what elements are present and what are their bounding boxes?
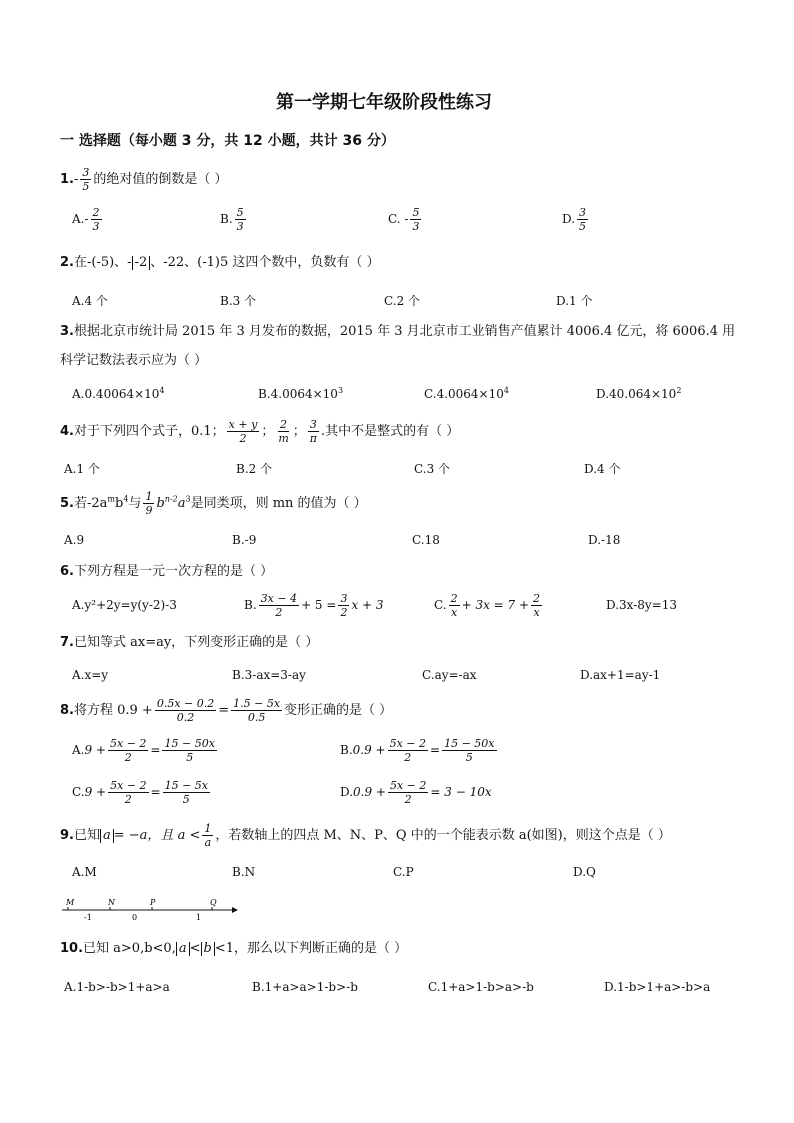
option-d: D.1 个 — [556, 294, 593, 308]
option-b: $B.4.0064\times 10^3$ — [258, 386, 344, 401]
question-text: 、-22、(-1)5 这四个数中，负数有（ ） — [150, 255, 380, 270]
arrow-icon — [232, 907, 238, 913]
absolute-value: a — [100, 829, 114, 843]
option-a: A.1-b>-b>1+a>a — [64, 980, 170, 994]
fraction: $\frac{2}{m}$ — [278, 418, 289, 445]
option-b: B.0.9 + $\frac{5x - 2}{2}$ = $\frac{15 - 50x}{5}$ — [340, 737, 495, 764]
question-number: 3. — [60, 324, 74, 339]
sign: - — [73, 172, 79, 187]
fraction: $\frac{3}{\pi}$ — [309, 418, 318, 445]
question-number: 9. — [60, 828, 74, 843]
option-a: A.9 + $\frac{5x - 2}{2}$ = $\frac{15 - 50x}{5}$ — [72, 737, 215, 764]
option-d: D.4 个 — [584, 462, 621, 476]
question-2 — [60, 254, 380, 272]
option-c: C. - $\frac{5}{3}$ — [388, 206, 420, 233]
option-d: D.ax+1=ay-1 — [580, 668, 661, 682]
fraction: $\frac{1}{9}$ — [145, 490, 153, 517]
option-a: A.- $\frac{2}{3}$ — [72, 206, 100, 233]
point-label-p: P — [150, 898, 156, 907]
option-b: B.2 个 — [236, 462, 273, 476]
question-number: 8. — [60, 703, 74, 718]
question-number: 7. — [60, 635, 74, 650]
page-title: 第一学期七年级阶段性练习 — [276, 92, 492, 113]
question-3-line-1: 3.根据北京市统计局 2015 年 3 月发布的数据，2015 年 3 月北京市工业销售产值累计 4006.4 亿元，将 6006.4 用 — [60, 324, 736, 339]
option-d: D.3x-8y=13 — [606, 598, 677, 612]
option-a: $A.0.40064\times 10^4$ — [72, 386, 165, 401]
point-label-n: N — [108, 898, 115, 907]
question-text: 的绝对值的倒数是（ ） — [93, 172, 228, 187]
option-c: $C.4.0064\times 10^4$ — [424, 386, 509, 401]
point-label-m: M — [66, 898, 75, 907]
point-label-q: Q — [210, 898, 217, 907]
tick-label-neg1: -1 — [84, 913, 92, 922]
option-b: B.-9 — [232, 533, 257, 547]
option-d: D.1-b>1+a>-b>a — [604, 980, 711, 994]
question-3-line-2: 科学记数法表示应为（ ） — [60, 353, 208, 368]
option-d: D.-18 — [588, 533, 621, 547]
question-number: 5. — [60, 496, 74, 511]
option-c: C.P — [393, 865, 414, 879]
option-b: B.3-ax=3-ay — [232, 668, 306, 682]
option-b: B.N — [232, 865, 256, 879]
tick-label-0: 0 — [132, 913, 138, 922]
option-b: B. $\frac{5}{3}$ — [220, 206, 244, 233]
option-a: A.9 — [64, 533, 85, 547]
option-b: B. $\frac{3x - 4}{2}$ + 5 = $\frac{3}{2}$ x + 3 — [244, 592, 384, 619]
option-c: C.18 — [412, 533, 440, 547]
option-a: A.1 个 — [64, 462, 100, 476]
absolute-value: b — [201, 942, 215, 956]
option-b: B.3 个 — [220, 294, 257, 308]
question-4: 4.对于下列四个式子，0.1； $\frac{x + y}{2}$ ； $\frac{2}{m}$ ； $\frac{3}{\pi}$ .其中不是整式的有（ ） — [60, 418, 460, 445]
option-b: B.1+a>a>1-b>-b — [252, 980, 358, 994]
question-10: 10.已知 a>0,b<0, a < b <1，那么以下判断正确的是（ ） — [60, 941, 408, 956]
number-line-figure — [60, 896, 240, 924]
option-d: $D.40.064\times 10^2$ — [596, 386, 682, 401]
option-a: A.M — [72, 865, 97, 879]
option-c: C.9 + $\frac{5x - 2}{2}$ = $\frac{15 - 5x}{5}$ — [72, 779, 208, 806]
fraction: $\frac{3}{5}$ — [82, 166, 90, 193]
option-a: A.x=y — [72, 668, 109, 682]
fraction: $\frac{x + y}{2}$ — [228, 418, 258, 445]
section-heading: 一 选择题（每小题 3 分，共 12 小题，共计 36 分） — [60, 133, 395, 149]
question-number: 4. — [60, 424, 74, 439]
question-1 — [60, 166, 228, 193]
option-d: D.Q — [573, 865, 596, 879]
question-text: 在-(-5)、- — [73, 255, 132, 270]
question-number: 1. — [60, 172, 74, 187]
question-number: 2. — [60, 255, 74, 270]
question-number: 10. — [60, 941, 84, 956]
option-c: C. $\frac{2}{x}$ + 3x = 7 + $\frac{2}{x}$ — [434, 592, 541, 619]
absolute-value: a — [176, 942, 190, 956]
question-number: 6. — [60, 564, 74, 579]
option-d: D. $\frac{3}{5}$ — [562, 206, 587, 233]
option-c: C.ay=-ax — [422, 668, 477, 682]
question-9: 9.已知 a = −a，且 a < $\frac{1}{a}$ ，若数轴上的四点 M、N、P、Q 中的一个能表示数 a(如图)，则这个点是（ ） — [60, 822, 671, 849]
option-d: D.0.9 + $\frac{5x - 2}{2}$ = 3 − 10x — [340, 779, 492, 806]
question-7: 7.已知等式 ax=ay，下列变形正确的是（ ） — [60, 635, 319, 650]
question-8: 8.将方程 0.9 + $\frac{0.5x - 0.2}{0.2}$ = $\frac{1.5 - 5x}{0.5}$ 变形正确的是（ ） — [60, 697, 393, 724]
question-6: 6.下列方程是一元一次方程的是（ ） — [60, 564, 274, 579]
option-a: A.4 个 — [72, 294, 108, 308]
question-5: 5.若$-2a^mb^4$与 $\frac{1}{9}$ $b^{n-2}a^3$是同类项，则 mn 的值为（ ） — [60, 490, 367, 517]
option-c: C.2 个 — [384, 294, 421, 308]
option-c: C.3 个 — [414, 462, 451, 476]
option-a: A.y²+2y=y(y-2)-3 — [72, 598, 177, 612]
absolute-value: -2 — [132, 256, 151, 270]
tick-label-1: 1 — [196, 913, 202, 922]
option-c: C.1+a>1-b>a>-b — [428, 980, 534, 994]
